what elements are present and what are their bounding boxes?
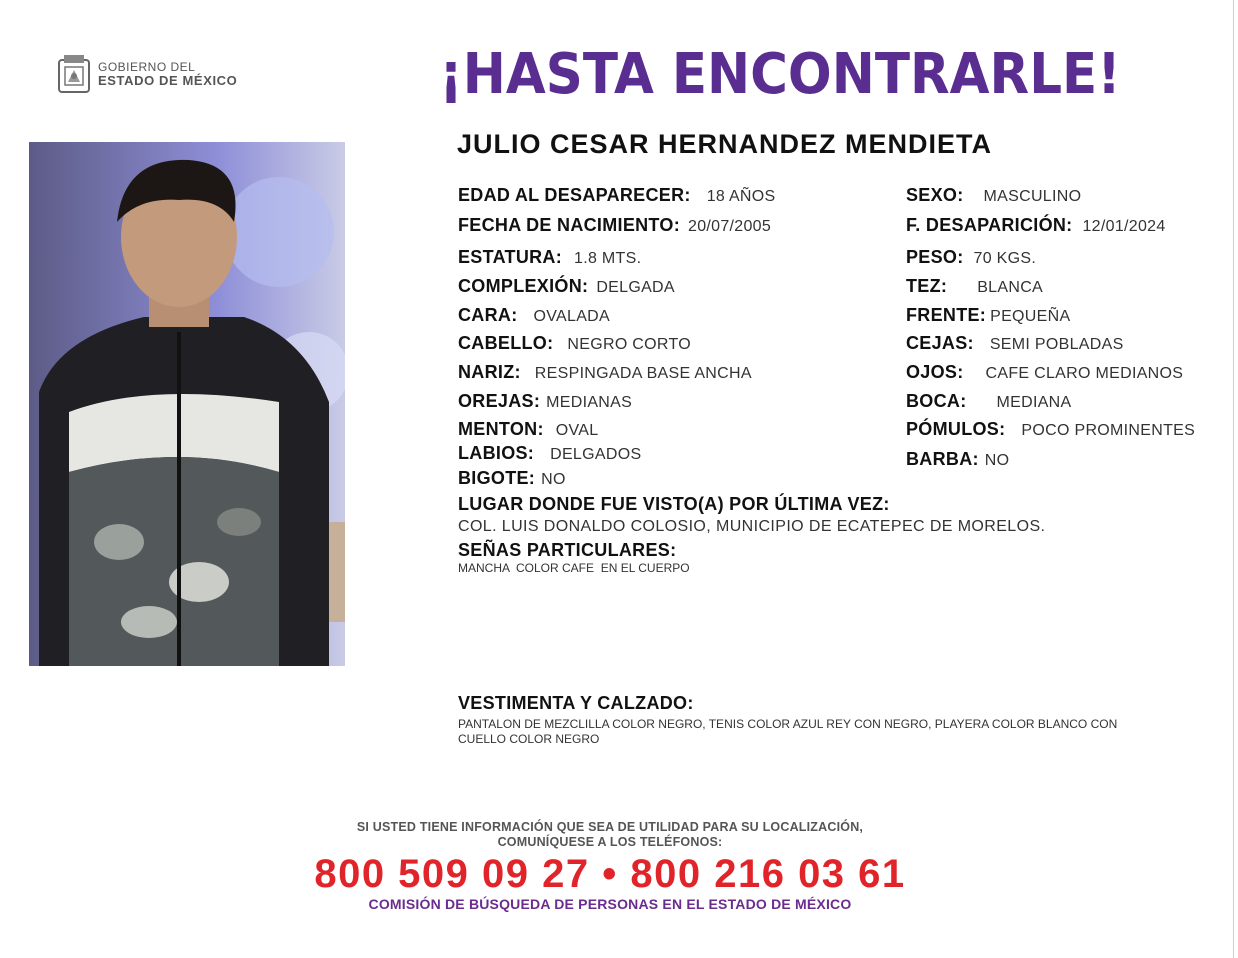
field-label: OJOS: bbox=[906, 362, 964, 382]
government-logo bbox=[56, 52, 237, 96]
field-row bbox=[458, 247, 641, 268]
field-row bbox=[906, 419, 1195, 440]
field-value: MASCULINO bbox=[983, 188, 1082, 205]
contact-note-line1: SI USTED TIENE INFORMACIÓN QUE SEA DE UTILIDAD PARA SU LOCALIZACIÓN, bbox=[356, 820, 864, 834]
field-value: 70 KGS. bbox=[973, 250, 1037, 267]
page-border bbox=[1233, 0, 1234, 958]
field-label: FRENTE: bbox=[906, 305, 987, 325]
field-row bbox=[906, 333, 1124, 354]
field-label: PESO: bbox=[906, 247, 964, 267]
field-label: BARBA: bbox=[906, 449, 979, 469]
marks-label: SEÑAS PARTICULARES: bbox=[458, 540, 677, 560]
field-row bbox=[458, 185, 776, 206]
field-value: MEDIANA bbox=[996, 394, 1072, 411]
field-value: NEGRO CORTO bbox=[567, 336, 692, 353]
field-label: NARIZ: bbox=[458, 362, 521, 382]
field-value: OVAL bbox=[555, 422, 599, 439]
person-name: JULIO CESAR HERNANDEZ MENDIETA bbox=[457, 129, 993, 159]
field-value: PEQUEÑA bbox=[990, 308, 1071, 325]
state-seal-icon bbox=[56, 52, 92, 96]
field-label: BIGOTE: bbox=[458, 468, 536, 488]
field-row bbox=[906, 391, 1072, 412]
field-value: OVALADA bbox=[533, 308, 610, 325]
field-row bbox=[458, 276, 675, 297]
contact-note-line2: COMUNÍQUESE A LOS TELÉFONOS: bbox=[497, 835, 723, 849]
contact-note bbox=[300, 820, 920, 850]
field-label: ESTATURA: bbox=[458, 247, 563, 267]
field-value: RESPINGADA BASE ANCHA bbox=[534, 365, 752, 382]
field-label: BOCA: bbox=[906, 391, 967, 411]
last-seen-value: COL. LUIS DONALDO COLOSIO, MUNICIPIO DE ECATEPEC DE MORELOS. bbox=[458, 518, 1046, 535]
field-label: EDAD AL DESAPARECER: bbox=[458, 185, 691, 205]
field-value: NO bbox=[541, 471, 566, 488]
field-label: FECHA DE NACIMIENTO: bbox=[458, 215, 680, 235]
field-value: 18 AÑOS bbox=[706, 188, 776, 205]
gov-line2: ESTADO DE MÉXICO bbox=[98, 73, 238, 88]
field-row bbox=[906, 215, 1166, 236]
gov-line1: GOBIERNO DEL bbox=[98, 60, 196, 74]
clothing-label: VESTIMENTA Y CALZADO: bbox=[458, 693, 694, 713]
field-row bbox=[906, 305, 1070, 326]
field-value: NO bbox=[984, 452, 1010, 469]
field-row bbox=[906, 185, 1081, 206]
field-row bbox=[906, 362, 1183, 383]
field-label: PÓMULOS: bbox=[906, 419, 1006, 439]
field-row bbox=[906, 449, 1009, 470]
marks-value: MANCHA COLOR CAFE EN EL CUERPO bbox=[458, 561, 690, 575]
field-value: 20/07/2005 bbox=[688, 218, 772, 235]
field-row bbox=[458, 443, 641, 464]
agency-name: COMISIÓN DE BÚSQUEDA DE PERSONAS EN EL ESTADO DE MÉXICO bbox=[368, 896, 852, 912]
field-label: F. DESAPARICIÓN: bbox=[906, 215, 1073, 235]
field-label: COMPLEXIÓN: bbox=[458, 276, 589, 296]
field-value: SEMI POBLADAS bbox=[989, 336, 1124, 353]
field-label: CARA: bbox=[458, 305, 518, 325]
field-row bbox=[458, 333, 691, 354]
field-row bbox=[906, 276, 1043, 297]
headline: ¡HASTA ENCONTRARLE! bbox=[439, 42, 1121, 107]
field-row bbox=[458, 419, 598, 440]
field-row bbox=[458, 468, 566, 489]
person-photo bbox=[29, 142, 345, 666]
field-value: DELGADA bbox=[596, 279, 675, 296]
field-value: CAFE CLARO MEDIANOS bbox=[985, 365, 1184, 382]
field-row bbox=[458, 391, 632, 412]
field-row bbox=[458, 362, 752, 383]
last-seen-label: LUGAR DONDE FUE VISTO(A) POR ÚLTIMA VEZ: bbox=[458, 494, 890, 514]
field-label: CEJAS: bbox=[906, 333, 974, 353]
phone-numbers[interactable]: 800 509 09 27 • 800 216 03 61 bbox=[314, 852, 906, 896]
field-row bbox=[458, 305, 610, 326]
field-label: OREJAS: bbox=[458, 391, 541, 411]
field-value: DELGADOS bbox=[550, 446, 642, 463]
field-label: TEZ: bbox=[906, 276, 948, 296]
field-value: 1.8 MTS. bbox=[574, 250, 642, 267]
clothing-line2: CUELLO COLOR NEGRO bbox=[458, 732, 600, 746]
field-row bbox=[458, 215, 771, 236]
field-value: 12/01/2024 bbox=[1082, 218, 1166, 235]
field-label: SEXO: bbox=[906, 185, 964, 205]
field-value: BLANCA bbox=[977, 279, 1044, 296]
field-row bbox=[906, 247, 1036, 268]
field-value: POCO PROMINENTES bbox=[1021, 422, 1196, 439]
clothing-line1: PANTALON DE MEZCLILLA COLOR NEGRO, TENIS COLOR AZUL REY CON NEGRO, PLAYERA COLOR BLANCO CON bbox=[458, 717, 1118, 731]
field-value: MEDIANAS bbox=[546, 394, 633, 411]
field-label: LABIOS: bbox=[458, 443, 535, 463]
field-label: MENTON: bbox=[458, 419, 544, 439]
field-label: CABELLO: bbox=[458, 333, 554, 353]
